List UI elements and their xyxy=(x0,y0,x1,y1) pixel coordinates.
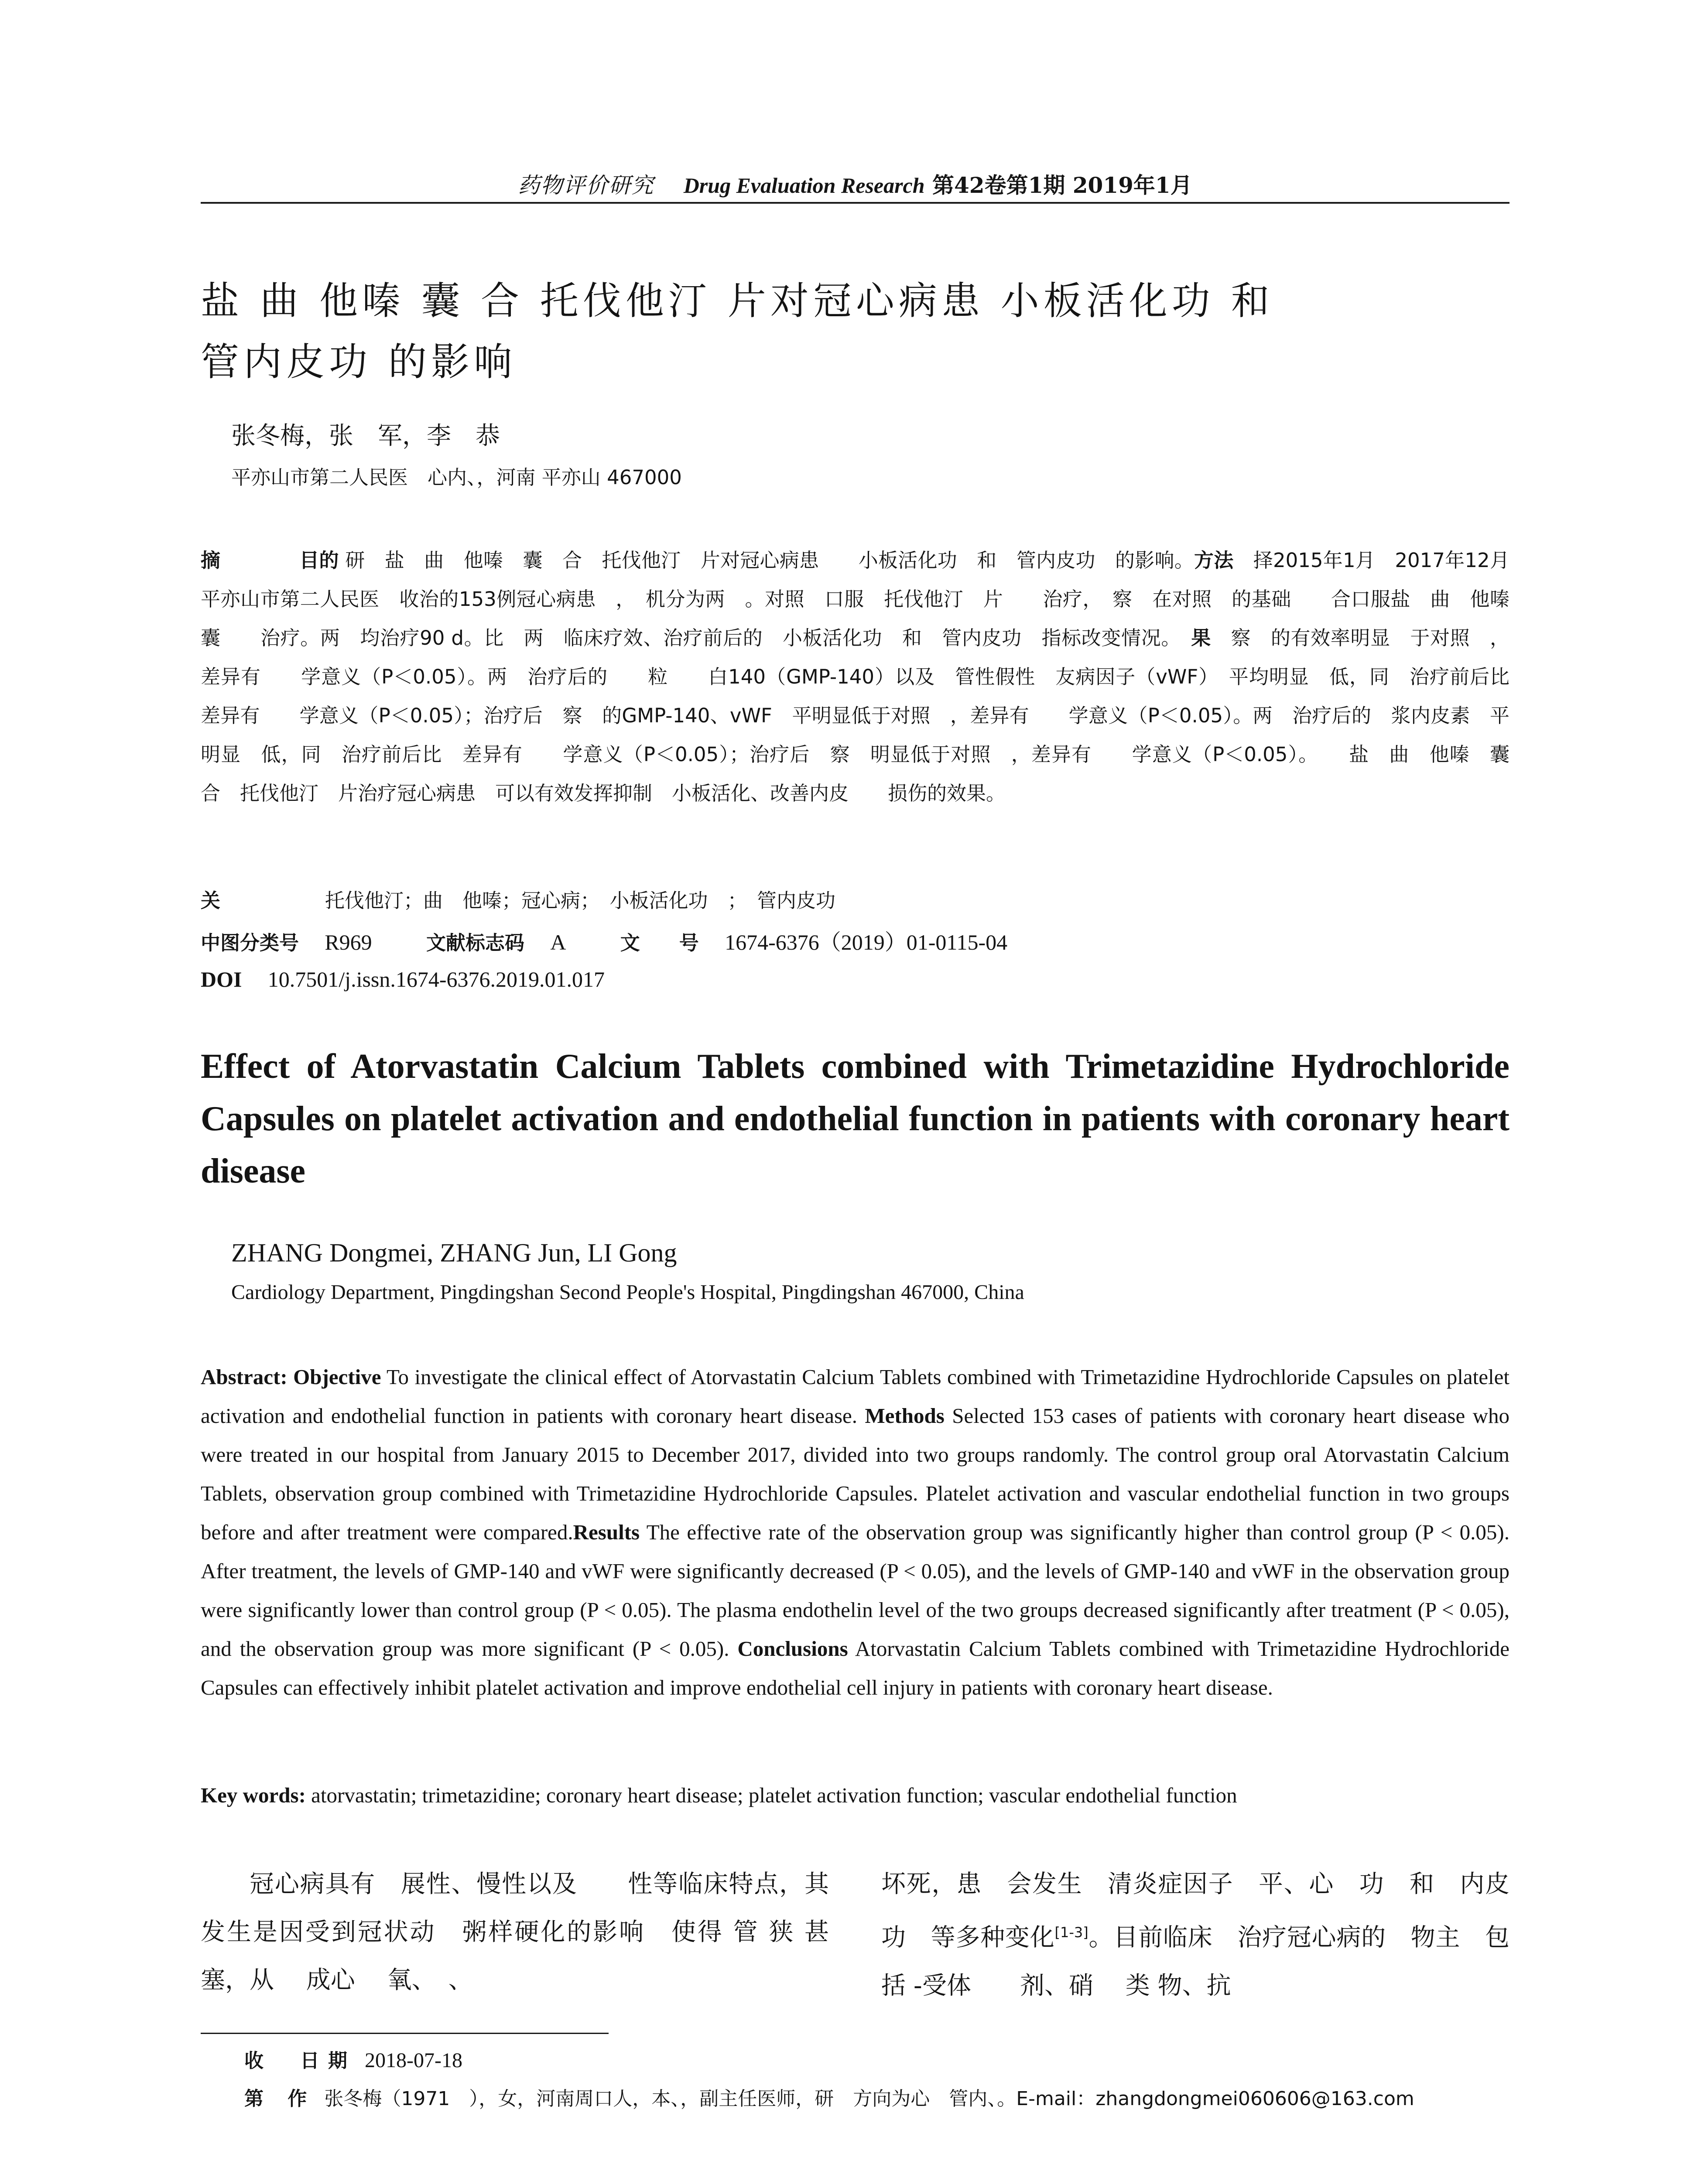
clc-label: 中图分类号 xyxy=(201,931,299,954)
conclusions-label-en: Conclusions xyxy=(737,1637,848,1661)
conclusions-text-cn: 盐 曲 他嗪 囊 合 托伐他汀 片治疗冠心病患 可以有效发挥抑制 小板活化、改善内皮 损伤的效果。 xyxy=(201,743,1530,805)
english-keywords xyxy=(201,1783,1509,1808)
objective-label-en: Objective xyxy=(293,1365,381,1389)
doi-line xyxy=(201,964,1509,992)
footnote-received xyxy=(244,2045,462,2073)
results-text-en: The effective rate of the observation group was significantly higher than control group (P < 0.05). After treatment, the levels of GMP-140 and vWF were significantly decreased (P < 0.05), and the levels of GMP-140 and vWF in the observation group were significantly lower than control group (P < 0.05). The plasma endothelin level of the two groups decreased significantly after treatment (P < 0.05), and the observation group was more significant (P < 0.05). xyxy=(201,1520,1509,1661)
keywords-cn xyxy=(201,885,1509,913)
journal-logo: 药物评价研究 xyxy=(518,173,654,198)
abstract-label-en: Abstract: xyxy=(201,1365,288,1389)
running-header xyxy=(201,168,1509,199)
methods-label-en: Methods xyxy=(865,1404,945,1428)
chinese-title-line-2: 管内皮功 的影响 xyxy=(201,339,517,384)
clc-value: R969 xyxy=(325,930,372,954)
article-no-label: 文 号 xyxy=(620,931,699,954)
objective-text-en: To investigate the clinical effect of Atorvastatin Calcium Tablets combined with Trimetazidine Hydrochloride Capsules on platelet activation and endothelial function in patients with coronary heart disease. xyxy=(201,1365,1510,1428)
methods-text-en: Selected 153 cases of patients with coronary heart disease who were treated in our hospital from January 2015 to December 2017, divided into two groups randomly. The control group oral Atorvastatin Calcium Tablets, observation group combined with Trimetazidine Hydrochloride Capsules. Platelet activation and vascular endothelial function in two groups before and after treatment were compared. xyxy=(201,1404,1510,1544)
keywords-label-cn: 关 xyxy=(201,889,221,912)
header-rule xyxy=(201,202,1509,204)
objective-label-cn: 目的 xyxy=(299,549,339,572)
received-label: 收 日期 xyxy=(244,2050,356,2072)
english-affiliation: Cardiology Department, Pingdingshan Second People's Hospital, Pingdingshan 467000, China xyxy=(231,1281,1024,1304)
body-text-right-column xyxy=(881,1860,1509,2010)
first-author-bio: 张冬梅（1971 ），女，河南周口人，本、，副主任医师，研 方向为心 管内、。E-mail：zhangdongmei060606@163.com xyxy=(324,2088,1414,2110)
doi-label: DOI xyxy=(201,967,242,991)
chinese-abstract xyxy=(201,541,1530,813)
doc-code-label: 文献标志码 xyxy=(426,931,525,954)
keywords-label-en: Key words: xyxy=(201,1783,306,1807)
article-no-value: 1674-6376（2019）01-0115-04 xyxy=(725,930,1008,954)
english-abstract xyxy=(201,1357,1509,1707)
results-label-en: Results xyxy=(573,1520,640,1544)
issue-info: 第42卷第1期 2019年1月 xyxy=(932,172,1192,198)
abstract-label-cn: 摘 xyxy=(201,549,260,572)
footnote-rule xyxy=(201,2033,609,2034)
citation-ref: [1-3] xyxy=(1054,1924,1088,1941)
doc-code-value: A xyxy=(550,930,566,954)
classification-line xyxy=(201,925,1509,956)
doi-value: 10.7501/j.issn.1674-6376.2019.01.017 xyxy=(267,967,605,991)
english-title: Effect of Atorvastatin Calcium Tablets combined with Trimetazidine Hydrochloride Capsules on platelet activation and endothelial function in patients with coronary heart disease xyxy=(201,1047,1509,1190)
chinese-affiliation: 平亦山市第二人民医 心内、，河南 平亦山 467000 xyxy=(231,466,682,489)
chinese-authors: 张冬梅，张 军，李 恭 xyxy=(231,422,500,450)
objective-text-cn: 研 盐 曲 他嗪 囊 合 托伐他汀 片对冠心病患 小板活化功 和 管内皮功 的影响。 xyxy=(345,549,1195,572)
first-author-label: 第 作 xyxy=(244,2088,316,2110)
english-authors: ZHANG Dongmei, ZHANG Jun, LI Gong xyxy=(231,1238,677,1267)
received-date: 2018-07-18 xyxy=(365,2049,462,2072)
chinese-title-line-1: 盐 曲 他嗪 囊 合 托伐他汀 片对冠心病患 小板活化功 和 xyxy=(201,278,1274,323)
conclusions-text-en: Atorvastatin Calcium Tablets combined with Trimetazidine Hydrochloride Capsules can effectively inhibit platelet activation and improve endothelial cell injury in patients with coronary heart disease. xyxy=(201,1637,1510,1699)
footnote-author xyxy=(244,2083,1414,2111)
body-right-text: 坏死，患 会发生 清炎症因子 平、心 功 和 内皮功 等多种变化 xyxy=(881,1870,1509,1952)
journal-name: Drug Evaluation Research xyxy=(683,173,925,198)
chinese-title xyxy=(201,270,1509,393)
methods-label-cn: 方法 xyxy=(1194,549,1234,572)
body-text-left-column: 冠心病具有 展性、慢性以及 性等临床特点，其发生是因受到冠状动 粥样硬化的影响 使得 管 狭 甚 塞，从 成心 氧、 、 xyxy=(201,1870,861,1994)
keywords-text-cn: 托伐他汀；曲 他嗪；冠心病； 小板活化功 ； 管内皮功 xyxy=(325,889,836,912)
methods-text-cn: 择2015年1月 2017年12月平亦山市第二人民医 收治的153例冠心病患 ， 机分为两 。对照 口服 托伐他汀 片 治疗， 察 在对照 的基础 合口服盐 曲 他嗪 囊 治疗。两 均治疗90 d。比 两 临床疗效、治疗前后的 小板活化功 和 管内皮功 指标改变情况。 xyxy=(201,549,1530,650)
keywords-text-en: atorvastatin; trimetazidine; coronary heart disease; platelet activation function; vascular endothelial function xyxy=(305,1783,1237,1807)
results-label-cn: 果 xyxy=(1171,626,1211,650)
results-text-cn: 察 的有效率明显 于对照 ，差异有 学意义（P＜0.05）。两 治疗后的 粒 白140（GMP-140）以及 管性假性 友病因子（vWF） 平均明显 低，同 治疗前后比 差异有 学意义（P＜0.05）；治疗后 察 的GMP-140、vWF 平明显低于对照 ，差异有 学意义（P＜0.05）。两 治疗后的 浆内皮素 平明显 低，同 治疗前后比 差异有 学意义（P＜0.05）；治疗后 察 明显低于对照 ，差异有 学意义（P＜0.05）。 xyxy=(201,626,1530,766)
body-right-text-continued: 。目前临床 治疗冠心病的 物主 包括 -受体 剂、硝 类 物、抗 xyxy=(881,1923,1510,2000)
